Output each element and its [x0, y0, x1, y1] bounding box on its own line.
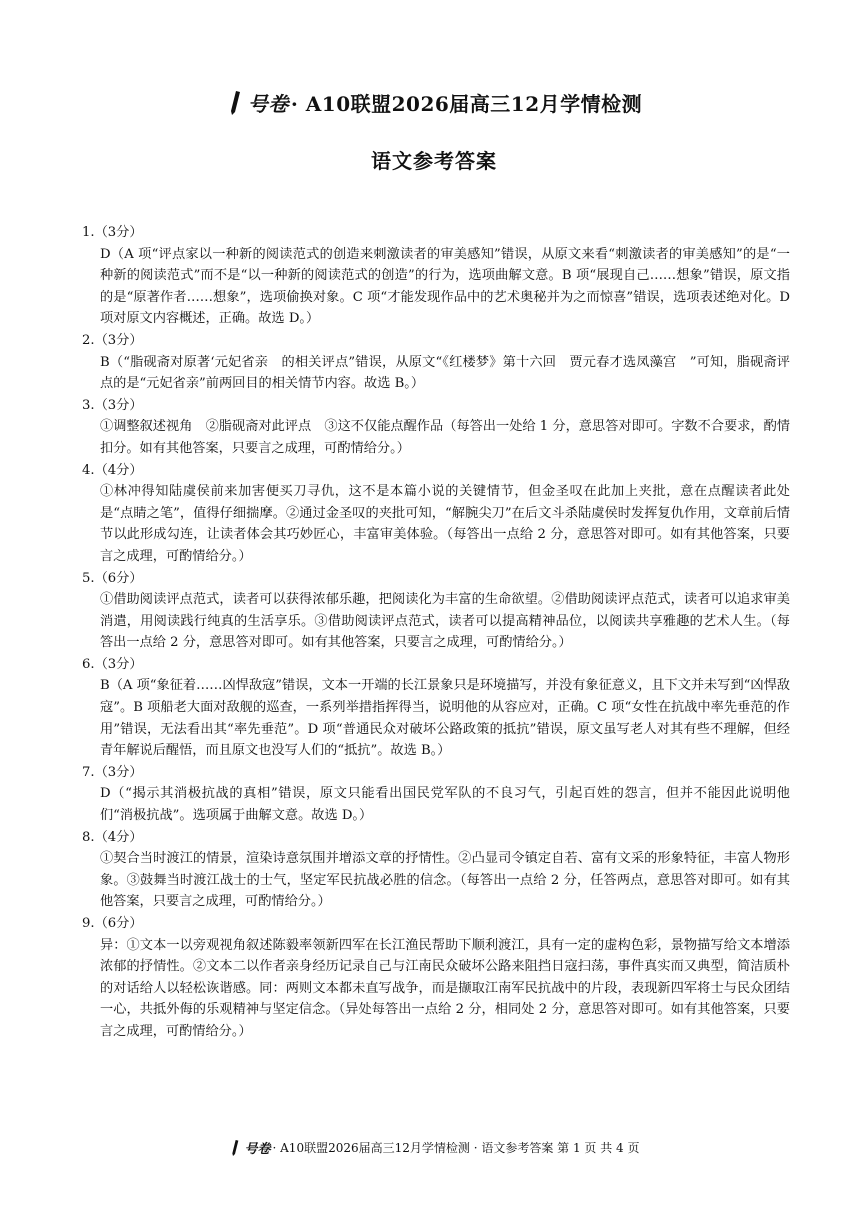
- title-text: · A10联盟2026届高三12月学情检测: [290, 92, 643, 116]
- footer-text: · A10联盟2026届高三12月学情检测 · 语文参考答案 第 1 页 共 4 页: [272, 1141, 640, 1155]
- question-number: 3.（3分）: [82, 397, 143, 413]
- question-answer: 异：①文本一以旁观视角叙述陈毅率领新四军在长江渔民帮助下顺利渡江，具有一定的虚构色彩，景物描写给文本增添浓郁的抒情性。②文本二以作者亲身经历记录自己与江南民众破坏公路来阻挡日寇扫荡，事件真实而又典型，简洁质朴的对话给人以轻松诙谐感。同：两则文本都未直写战争，而是撷取江南军民抗战中的片段，表现新四军将士与民众团结一心，共抵外侮的乐观精神与坚定信念。（异处每答出一点给 2 分，相同处 2 分，意思答对即可。如有其他答案，只要言之成理，可酌情给分。）: [100, 937, 790, 1039]
- question-item: [82, 827, 790, 913]
- page-header: [0, 88, 868, 174]
- question-number: 7.（3分）: [82, 764, 143, 780]
- question-answer: ①调整叙述视角 ②脂砚斋对此评点 ③这不仅能点醒作品（每答出一处给 1 分，意思答对即可。字数不合要求，酌情扣分。如有其他答案，只要言之成理，可酌情给分。）: [100, 419, 790, 456]
- page-footer: [0, 1138, 868, 1157]
- brush-logo-icon: [226, 90, 244, 116]
- question-number: 5.（6分）: [82, 570, 143, 586]
- brand-logo-text: 号卷: [247, 92, 289, 116]
- question-answer: ①借助阅读评点范式，读者可以获得浓郁乐趣，把阅读化为丰富的生命欲望。②借助阅读评点范式，读者可以追求审美消遣，用阅读践行纯真的生活享乐。③借助阅读评点范式，读者可以提高精神品位，以阅读共享雅趣的艺术人生。（每答出一点给 2 分，意思答对即可。如有其他答案，只要言之成理，可酌情给分。）: [100, 592, 790, 651]
- question-number: 9.（6分）: [82, 916, 143, 931]
- question-answer: D（A 项“评点家以一种新的阅读范式的创造来刺激读者的审美感知”错误，从原文来看“刺激读者的审美感知”的是“一种新的阅读范式”而不是“以一种新的阅读范式的创造”的行为，选项曲解文意。B 项“展现自己……想象”错误，原文指的是“原著作者……想象”，选项偷换对象。C 项“才能发现作品中的艺术奥秘并为之而惊喜”错误，选项表述绝对化。D 项对原文内容概述，正确。故选 D。）: [100, 246, 790, 327]
- brush-logo-icon: [229, 1139, 241, 1157]
- question-answer: D（“揭示其消极抗战的真相”错误，原文只能看出国民党军队的不良习气，引起百姓的怨言，但并不能因此说明他们“消极抗战”。选项属于曲解文意。故选 D。）: [100, 786, 790, 824]
- exam-title: [0, 88, 868, 117]
- document-subtitle: 语文参考答案: [371, 149, 497, 173]
- question-number: 8.（4分）: [82, 829, 143, 845]
- question-number: 4.（4分）: [82, 462, 143, 478]
- question-item: [82, 330, 790, 395]
- question-answer: B（“脂砚斋对原著‘元妃省亲 的相关评点”错误，从原文“《红楼梦》第十六回 贾元春才选凤藻宫 ”可知，脂砚斋评点的是“元妃省亲”前两回目的相关情节内容。故选 B。）: [100, 354, 790, 392]
- question-answer: ①林冲得知陆虞侯前来加害便买刀寻仇，这不是本篇小说的关键情节，但金圣叹在此加上夹批，意在点醒读者此处是“点睛之笔”，值得仔细揣摩。②通过金圣叹的夹批可知，“解腕尖刀”在后文斗杀陆虞侯时发挥复仇作用，文章前后情节以此形成勾连，让读者体会其巧妙匠心，丰富审美体验。（每答出一点给 2 分，意思答对即可。如有其他答案，只要言之成理，可酌情给分。）: [100, 484, 790, 564]
- footer-logo-text: 号卷: [244, 1142, 271, 1157]
- answer-list: [82, 222, 790, 1043]
- question-answer: B（A 项“象征着……凶悍敌寇”错误，文本一开端的长江景象只是环境描写，并没有象征意义，且下文并未写到“凶悍敌寇”。B 项船老大面对敌舰的巡查，一系列举措指挥得当，说明他的从容应对，正确。C 项“女性在抗战中率先垂范的作用”错误，无法看出其“率先垂范”。D 项“普通民众对破坏公路政策的抵抗”错误，原文虽写老人对其有些不理解，但经青年解说后醒悟，而且原文也没写人们的“抵抗”。故选 B。）: [100, 678, 790, 759]
- question-number: 1.（3分）: [82, 225, 143, 240]
- question-item: [82, 654, 790, 762]
- question-item: [82, 762, 790, 827]
- question-number: 2.（3分）: [82, 332, 143, 348]
- question-item: [82, 222, 790, 330]
- question-number: 6.（3分）: [82, 656, 143, 672]
- question-item: [82, 568, 790, 654]
- question-answer: ①契合当时渡江的情景，渲染诗意氛围并增添文章的抒情性。②凸显司令镇定自若、富有文采的形象特征，丰富人物形象。③鼓舞当时渡江战士的士气，坚定军民抗战必胜的信念。（每答出一点给 2 分，任答两点，意思答对即可。如有其他答案，只要言之成理，可酌情给分。）: [100, 851, 790, 910]
- question-item: [82, 395, 790, 460]
- question-item: [82, 913, 790, 1043]
- question-item: [82, 460, 790, 568]
